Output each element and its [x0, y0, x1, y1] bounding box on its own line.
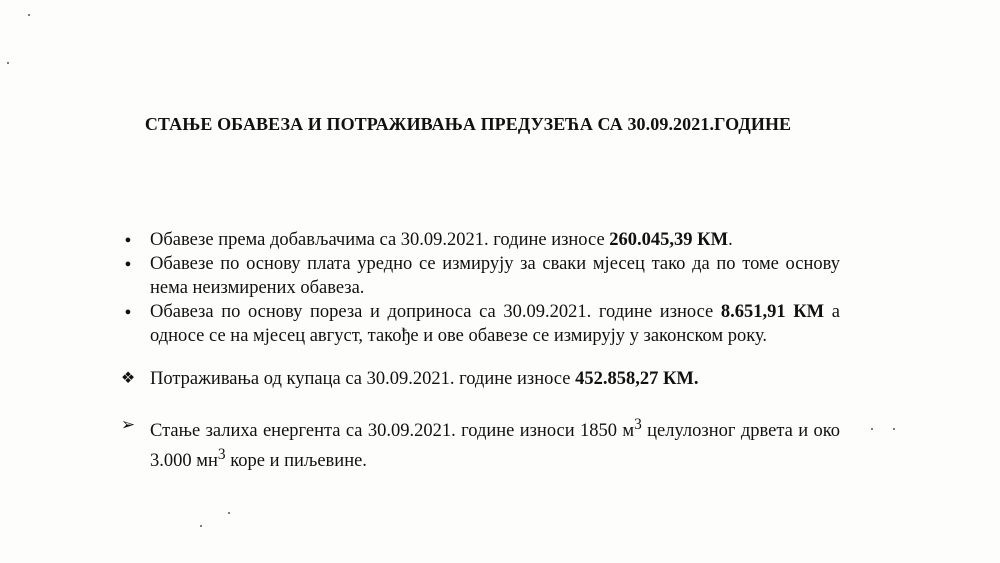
superscript: 3 [217, 446, 226, 464]
list-item [120, 413, 841, 473]
item-text: Потраживања од купаца са 30.09.2021. године износе [150, 369, 576, 389]
four-diamond-bullet-icon: ❖ [120, 370, 136, 387]
arrow-bullet-icon: ➢ [120, 415, 136, 434]
item-text: Стање залиха енергента са 30.09.2021. године износи 1850 м [150, 421, 635, 442]
list-item [124, 252, 840, 300]
round-bullet-icon: ● [124, 258, 132, 270]
document-title-text: СТАЊЕ ОБАВЕЗА И ПОТРАЖИВАЊА ПРЕДУЗЕЋА СА 30.09.2021.ГОДИНЕ [144, 114, 792, 134]
item-tail: а односе се на мјесец август, такође и ове обавезе се измирују у законском року. [150, 302, 840, 346]
item-amount: 260.045,39 КМ [609, 230, 729, 250]
item-text: целулозног дрвета и око 3.000 мн [150, 421, 841, 472]
round-bullet-icon: ● [124, 306, 132, 318]
round-bullet-icon: ● [124, 234, 132, 246]
list-item [124, 300, 840, 348]
item-tail: . [728, 230, 733, 250]
superscript: 3 [634, 416, 642, 433]
list-item [120, 367, 840, 391]
item-text: Обавезе према добављачима са 30.09.2021. године износе [150, 230, 610, 250]
item-text: коре и пиљевине. [225, 451, 367, 472]
document-title [0, 114, 1000, 135]
list-item [124, 228, 840, 252]
item-amount: 452.858,27 КМ. [575, 369, 699, 389]
item-text: Обавезе по основу плата уредно се измирују за сваки мјесец тако да по томе основу нема неизмирених обавеза. [150, 254, 840, 298]
item-amount: 8.651,91 КМ [720, 302, 825, 322]
item-text: Обавеза по основу пореза и доприноса са 30.09.2021. године износе [150, 302, 721, 322]
